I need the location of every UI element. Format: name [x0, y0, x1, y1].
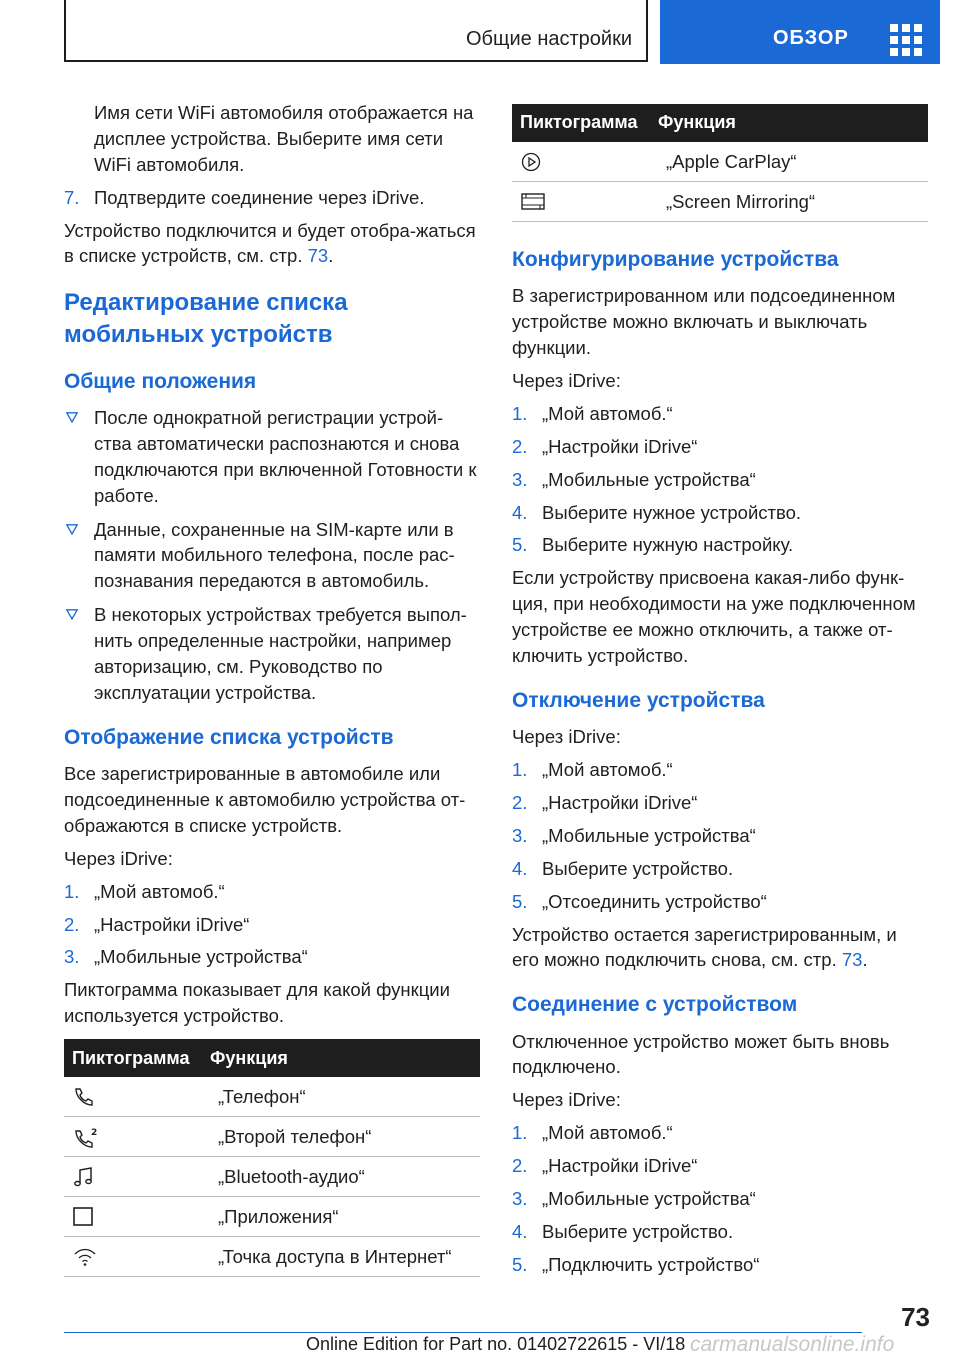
heading-edit-list: Редактирование списка мобильных устройств — [64, 289, 348, 348]
connect-text: Устройство подключится и будет отобра-жаться в списке устройств, см. стр. — [64, 219, 476, 267]
connect-end: . — [328, 245, 334, 267]
watermark-text: carmanualsonline.info — [690, 1333, 895, 1356]
header-section-title: Общие настройки — [466, 28, 632, 50]
config-text: В зарегистрированном или подсоединенном устройстве можно включать и выключать функции. — [512, 285, 896, 359]
function-cell: „Приложения“ — [210, 1197, 480, 1237]
apps-square-icon — [72, 1206, 96, 1228]
list-item — [512, 401, 928, 427]
config-note: Если устройству присвоена какая-либо функ-ция, при необходимости на уже подключенном устройстве ее можно отключить, а также от-ключить устройство. — [512, 567, 916, 666]
step-number: 2. — [512, 791, 528, 813]
step-text: „Настройки iDrive“ — [542, 1155, 698, 1177]
list-item — [64, 944, 480, 970]
overview-tab-label: ОБЗОР — [773, 27, 849, 49]
overview-tab[interactable] — [660, 0, 940, 64]
page-number: 73 — [901, 1302, 930, 1332]
step-number: 2. — [512, 1155, 528, 1177]
step-text: „Настройки iDrive“ — [542, 791, 698, 813]
function-cell: „Точка доступа в Интернет“ — [210, 1237, 480, 1277]
step-number: 5. — [512, 1253, 528, 1275]
step-number: 2. — [64, 913, 80, 935]
via-idrive: Через iDrive: — [512, 726, 621, 748]
step-text: „Мой автомоб.“ — [542, 759, 673, 781]
bullet-item — [64, 517, 480, 595]
connect-steps — [512, 1120, 928, 1277]
step-number: 1. — [512, 1122, 528, 1144]
table-intro: Пиктограмма показывает для какой функции используется устройство. — [64, 979, 450, 1027]
list-item — [64, 185, 480, 211]
right-column — [512, 94, 928, 1285]
edition-text: Online Edition for Part no. 01402722615 - VI/18 — [306, 1334, 686, 1354]
function-cell: „Bluetooth-аудио“ — [210, 1157, 480, 1197]
triangle-bullet-icon — [66, 524, 78, 535]
step-text: Выберите нужное устройство. — [542, 501, 802, 523]
step-number: 1. — [512, 759, 528, 781]
second-phone-icon — [72, 1126, 100, 1148]
wifi-hotspot-icon — [72, 1246, 98, 1268]
page-link[interactable]: 73 — [841, 949, 863, 971]
step-text: „Подключить устройство“ — [542, 1253, 760, 1275]
step-number: 2. — [512, 435, 528, 457]
bullet-text: В некоторых устройствах требуется выпол-нить определенные настройки, например авторизацию, см. Руководство по эксплуатации устройства. — [94, 604, 467, 703]
intro-text: Имя сети WiFi автомобиля отображается на дисплее устройства. Выберите имя сети WiFi автомобиля. — [94, 102, 474, 175]
list-item — [512, 532, 928, 558]
step-text: „Мобильные устройства“ — [542, 1188, 756, 1210]
bullet-item — [64, 405, 480, 509]
display-steps — [64, 879, 480, 971]
heading-configure-device: Конфигурирование устройства — [512, 248, 839, 271]
step-number: 4. — [512, 1220, 528, 1242]
icon-function-table-2 — [512, 104, 928, 222]
heading-connect-device: Соединение с устройством — [512, 993, 798, 1017]
carplay-icon — [520, 151, 544, 173]
connect-text: Отключенное устройство может быть вновь подключено. — [512, 1030, 890, 1078]
step-text: „Настройки iDrive“ — [542, 435, 698, 457]
step-number: 5. — [512, 534, 528, 556]
disconnect-steps — [512, 757, 928, 914]
step-text: „Мой автомоб.“ — [94, 880, 225, 902]
list-item — [512, 467, 928, 493]
list-item — [512, 790, 928, 816]
step-list-confirm — [64, 185, 480, 211]
connect-paragraph — [64, 218, 480, 270]
step-text: Подтвердите соединение через iDrive. — [94, 186, 425, 208]
left-column — [64, 100, 480, 1277]
list-item — [64, 879, 480, 905]
step-number: 3. — [64, 946, 80, 968]
step-text: „Настройки iDrive“ — [94, 913, 250, 935]
list-item — [512, 757, 928, 783]
bullet-item — [64, 602, 480, 706]
step-number: 5. — [512, 890, 528, 912]
step-text: „Мобильные устройства“ — [542, 824, 756, 846]
step-number: 3. — [512, 468, 528, 490]
icon-function-table — [64, 1039, 480, 1277]
step-number: 4. — [512, 857, 528, 879]
table-row — [64, 1077, 480, 1117]
triangle-bullet-icon — [66, 412, 78, 423]
list-item — [512, 1219, 928, 1245]
phone-icon — [72, 1086, 96, 1108]
via-idrive: Через iDrive: — [512, 1089, 621, 1111]
function-cell: „Второй телефон“ — [210, 1117, 480, 1157]
header-section-box — [64, 0, 648, 62]
list-item — [512, 1120, 928, 1146]
screen-mirroring-icon — [520, 191, 548, 213]
svg-text:2: 2 — [91, 1127, 98, 1138]
step-number: 3. — [512, 1188, 528, 1210]
table-row — [64, 1197, 480, 1237]
step-number: 3. — [512, 824, 528, 846]
table-row — [64, 1237, 480, 1277]
list-item — [512, 1186, 928, 1212]
function-cell: „Screen Mirroring“ — [658, 182, 928, 222]
disconnect-end: . — [862, 949, 868, 971]
table-row — [64, 1117, 480, 1157]
heading-disconnect-device: Отключение устройства — [512, 688, 765, 712]
music-note-icon — [72, 1166, 96, 1188]
step-text: „Мой автомоб.“ — [542, 402, 673, 424]
step-text: „Мой автомоб.“ — [542, 1122, 673, 1144]
heading-general: Общие положения — [64, 369, 257, 393]
step-text: „Отсоединить устройство“ — [542, 890, 767, 912]
disconnect-note-paragraph — [512, 922, 928, 974]
step-text: Выберите нужную настройку. — [542, 534, 794, 556]
triangle-bullet-icon — [66, 609, 78, 620]
table-row — [64, 1157, 480, 1197]
list-item — [512, 1153, 928, 1179]
list-item — [512, 823, 928, 849]
col-icon-header: Пиктограмма — [64, 1039, 210, 1077]
table-header-row — [64, 1039, 480, 1077]
step-text: „Мобильные устройства“ — [542, 468, 756, 490]
step-text: „Мобильные устройства“ — [94, 946, 308, 968]
step-text: Выберите устройство. — [542, 857, 734, 879]
config-steps — [512, 401, 928, 558]
list-item — [512, 856, 928, 882]
list-item — [512, 1252, 928, 1278]
bullet-text: После однократной регистрации устрой-ства автоматически распознаются и снова подключаются при включенной Готовности к работе. — [94, 407, 477, 506]
list-item — [512, 500, 928, 526]
list-item — [64, 912, 480, 938]
via-idrive: Через iDrive: — [512, 369, 621, 391]
via-idrive: Через iDrive: — [64, 847, 173, 869]
step-number: 1. — [64, 880, 80, 902]
col-function-header: Функция — [658, 104, 928, 142]
disconnect-note: Устройство остается зарегистрированным, и его можно подключить снова, см. стр. — [512, 923, 897, 971]
heading-display-list: Отображение списка устройств — [64, 725, 394, 749]
step-number: 7. — [64, 186, 80, 208]
display-text: Все зарегистрированные в автомобиле или подсоединенные к автомобилю устройства от-ображаются в списке устройств. — [64, 763, 466, 836]
list-item — [512, 889, 928, 915]
function-cell: „Apple CarPlay“ — [658, 142, 928, 182]
table-header-row — [512, 104, 928, 142]
grid-menu-icon — [890, 24, 922, 56]
step-number: 1. — [512, 402, 528, 424]
col-function-header: Функция — [210, 1039, 480, 1077]
bullet-text: Данные, сохраненные на SIM-карте или в памяти мобильного телефона, после рас-познавания передаются в автомобиль. — [94, 518, 455, 592]
page-link[interactable]: 73 — [307, 245, 329, 267]
general-bullets — [64, 405, 480, 706]
step-number: 4. — [512, 501, 528, 523]
step-text: Выберите устройство. — [542, 1220, 734, 1242]
table-row — [512, 182, 928, 222]
table-row — [512, 142, 928, 182]
function-cell: „Телефон“ — [210, 1077, 480, 1117]
col-icon-header: Пиктограмма — [512, 104, 658, 142]
list-item — [512, 434, 928, 460]
